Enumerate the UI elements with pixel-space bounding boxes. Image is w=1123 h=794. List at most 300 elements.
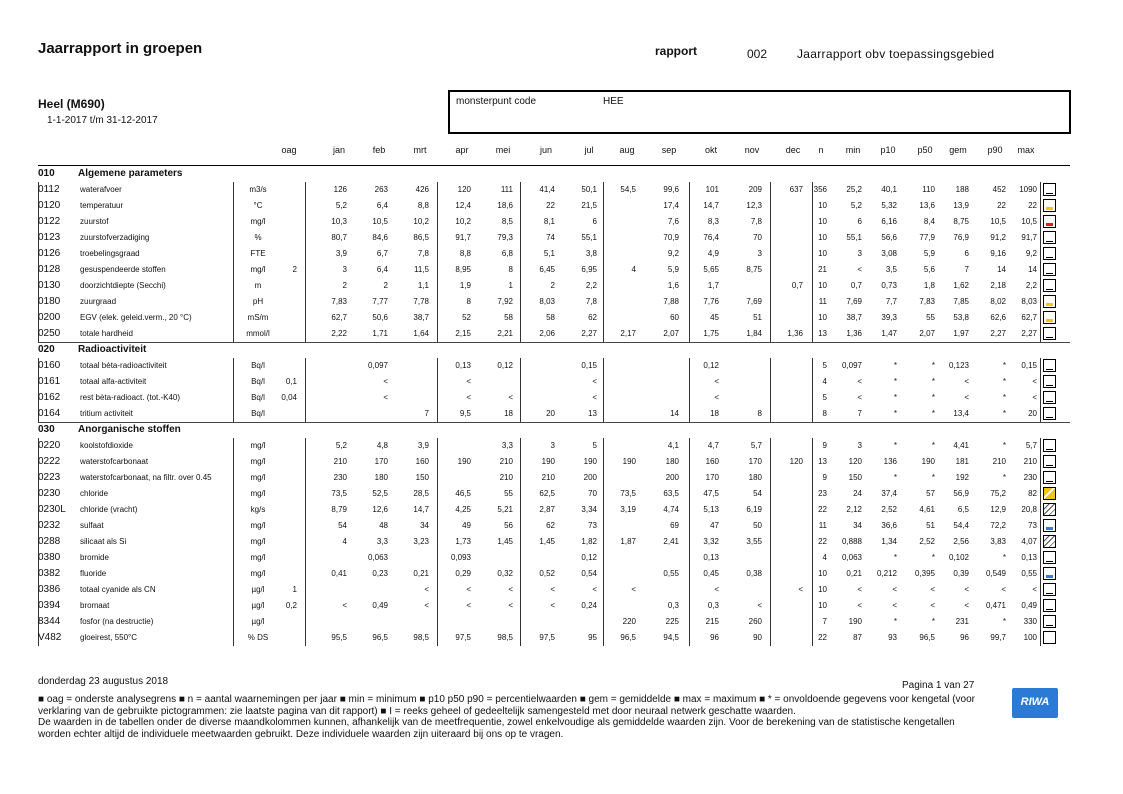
cell-n: 22	[818, 505, 827, 514]
cell-nov: 7,8	[750, 217, 762, 226]
cell-n: 11	[818, 297, 827, 306]
column-rule	[1040, 582, 1041, 598]
cell-jun: <	[550, 585, 555, 594]
column-rule	[1040, 630, 1041, 646]
cell-mei: 7,92	[497, 297, 513, 306]
cell-mei: 0,32	[497, 569, 513, 578]
group-row	[0, 342, 1123, 358]
column-rule	[233, 502, 234, 518]
parameter-name: sulfaat	[80, 521, 104, 530]
cell-jul: 200	[583, 473, 597, 482]
cell-max: 91,7	[1021, 233, 1037, 242]
column-rule	[770, 294, 771, 310]
parameter-name: bromide	[80, 553, 109, 562]
column-rule	[1040, 502, 1041, 518]
cell-max: 0,13	[1021, 553, 1037, 562]
trend-pictogram-icon	[1043, 615, 1056, 628]
parameter-name: totale hardheid	[80, 329, 133, 338]
group-row	[0, 166, 1123, 182]
parameter-code: 0230	[38, 488, 61, 499]
monsterpunt-box	[448, 90, 1071, 134]
group-divider	[38, 422, 1070, 423]
parameter-unit: Bq/l	[251, 409, 265, 418]
cell-jul: 5	[592, 441, 597, 450]
parameter-unit: µg/l	[251, 601, 265, 610]
cell-p50: 110	[922, 185, 935, 194]
parameter-unit: mg/l	[250, 489, 266, 498]
cell-max: 2,2	[1025, 281, 1037, 290]
parameter-name: troebelingsgraad	[80, 249, 140, 258]
cell-n: 10	[818, 249, 827, 258]
cell-jul: 70	[588, 489, 597, 498]
cell-feb: 6,7	[376, 249, 388, 258]
cell-feb: 0,063	[367, 553, 388, 562]
cell-nov: 54	[753, 489, 762, 498]
cell-jan: 3,9	[335, 249, 347, 258]
parameter-code: 0288	[38, 536, 61, 547]
column-rule	[233, 630, 234, 646]
cell-okt: 1,75	[703, 329, 719, 338]
column-rule	[305, 182, 306, 198]
group-code: 020	[38, 344, 55, 355]
column-rule	[1040, 486, 1041, 502]
cell-nov: 51	[753, 313, 762, 322]
parameter-name: waterstofcarbonaat, na filtr. over 0.45	[80, 473, 212, 482]
cell-p50: 55	[926, 313, 935, 322]
cell-jan: <	[342, 601, 347, 610]
cell-p50: 5,6	[923, 265, 935, 274]
column-rule	[233, 438, 234, 454]
trend-pictogram-icon	[1043, 471, 1056, 484]
cell-jul: 95	[588, 633, 597, 642]
parameter-code: 0164	[38, 408, 61, 419]
column-rule	[770, 358, 771, 374]
cell-p90: 22	[997, 201, 1006, 210]
column-rule	[305, 502, 306, 518]
pictogram-line	[1046, 609, 1053, 610]
cell-jun: 20	[546, 409, 555, 418]
cell-min: 24	[853, 489, 862, 498]
column-rule	[233, 262, 234, 278]
cell-mei: 1	[508, 281, 513, 290]
column-rule	[770, 486, 771, 502]
cell-okt: 0,3	[707, 601, 719, 610]
column-rule	[305, 598, 306, 614]
cell-n: 10	[818, 313, 827, 322]
cell-p90: 0,549	[985, 569, 1006, 578]
trend-pictogram-icon	[1043, 439, 1056, 452]
column-rule	[603, 374, 604, 390]
cell-jan: 3	[342, 265, 347, 274]
cell-p10: 7,7	[885, 297, 897, 306]
cell-dec: 637	[789, 185, 803, 194]
column-rule	[305, 358, 306, 374]
cell-gem: 231	[955, 617, 969, 626]
cell-jul: 2,27	[581, 329, 597, 338]
parameter-name: waterafvoer	[80, 185, 122, 194]
column-rule	[233, 326, 234, 342]
column-rule	[1040, 214, 1041, 230]
group-name: Radioactiviteit	[78, 344, 147, 355]
cell-p50: 7,83	[919, 297, 935, 306]
column-rule	[770, 598, 771, 614]
cell-okt: 3,32	[703, 537, 719, 546]
column-rule	[1040, 454, 1041, 470]
parameter-code: 0120	[38, 200, 61, 211]
parameter-code: 0380	[38, 552, 61, 563]
cell-aug: <	[631, 585, 636, 594]
column-rule	[233, 278, 234, 294]
footer-legend	[38, 694, 978, 740]
cell-p90: *	[1002, 617, 1006, 626]
cell-min: <	[857, 585, 862, 594]
column-rule	[233, 198, 234, 214]
cell-jan: 230	[333, 473, 347, 482]
cell-gem: 0,123	[948, 361, 969, 370]
trend-pictogram-icon	[1043, 535, 1056, 548]
cell-oag: 0,04	[281, 393, 297, 402]
cell-mei: 3,3	[501, 441, 513, 450]
parameter-name: gesuspendeerde stoffen	[80, 265, 166, 274]
trend-pictogram-icon	[1043, 631, 1056, 644]
pictogram-line	[1046, 385, 1053, 386]
column-rule	[233, 566, 234, 582]
cell-dec: 120	[789, 457, 803, 466]
pictogram-line	[1046, 593, 1053, 594]
cell-n: 11	[818, 521, 827, 530]
cell-aug: 1,87	[620, 537, 636, 546]
cell-mrt: 160	[415, 457, 429, 466]
cell-gem: 8,75	[953, 217, 969, 226]
column-rule	[1040, 326, 1041, 342]
cell-jan: 10,3	[331, 217, 347, 226]
cell-gem: 192	[955, 473, 969, 482]
cell-p50: 4,61	[919, 505, 935, 514]
parameter-code: 8344	[38, 616, 61, 627]
cell-jul: 0,54	[581, 569, 597, 578]
pictogram-color-bar	[1046, 319, 1053, 322]
cell-n: 356	[813, 185, 827, 194]
parameter-name: totaal cyanide als CN	[80, 585, 156, 594]
cell-nov: 1,84	[746, 329, 762, 338]
cell-p90: 99,7	[990, 633, 1006, 642]
group-code: 030	[38, 424, 55, 435]
cell-mrt: 3,9	[417, 441, 429, 450]
column-rule	[305, 198, 306, 214]
parameter-code: 0223	[38, 472, 61, 483]
parameter-code: 0230L	[38, 504, 66, 515]
cell-apr: 8,95	[455, 265, 471, 274]
parameter-name: temperatuur	[80, 201, 124, 210]
cell-nov: 8	[757, 409, 762, 418]
cell-mei: 55	[504, 489, 513, 498]
cell-p50: *	[931, 361, 935, 370]
column-rule	[305, 550, 306, 566]
cell-min: 6	[857, 217, 862, 226]
cell-okt: 1,7	[707, 281, 719, 290]
cell-aug: 2,17	[620, 329, 636, 338]
cell-gem: 1,97	[953, 329, 969, 338]
cell-p10: <	[892, 585, 897, 594]
column-rule	[1040, 278, 1041, 294]
parameter-code: 0222	[38, 456, 61, 467]
cell-jan: 0,41	[331, 569, 347, 578]
cell-max: 20,8	[1021, 505, 1037, 514]
column-rule	[233, 390, 234, 406]
cell-p90: 210	[992, 457, 1006, 466]
cell-aug: 4	[631, 265, 636, 274]
trend-pictogram-icon	[1043, 279, 1056, 292]
group-row	[0, 422, 1123, 438]
column-rule	[770, 566, 771, 582]
cell-mrt: 0,21	[413, 569, 429, 578]
parameter-unit: mg/l	[250, 217, 266, 226]
parameter-name: EGV (elek. geleid.verm., 20 °C)	[80, 313, 192, 322]
parameter-unit: %	[254, 233, 262, 242]
cell-mei: <	[508, 585, 513, 594]
column-header-p10: p10	[880, 145, 896, 155]
cell-n: 10	[818, 601, 827, 610]
cell-gem: 56,9	[953, 489, 969, 498]
cell-min: <	[857, 393, 862, 402]
cell-max: 1090	[1019, 185, 1037, 194]
cell-gem: <	[964, 377, 969, 386]
column-header-gem: gem	[949, 145, 967, 155]
cell-okt: 101	[705, 185, 719, 194]
column-rule	[305, 614, 306, 630]
cell-sep: 70,9	[663, 233, 679, 242]
column-rule	[233, 518, 234, 534]
column-rule	[437, 438, 438, 454]
cell-okt: 215	[705, 617, 719, 626]
pictogram-line	[1046, 561, 1053, 562]
parameter-code: 0394	[38, 600, 61, 611]
cell-p90: <	[1001, 585, 1006, 594]
table-row	[0, 294, 1123, 310]
cell-mei: 1,45	[497, 537, 513, 546]
cell-apr: 1,9	[459, 281, 471, 290]
cell-max: 100	[1023, 633, 1037, 642]
column-rule	[305, 214, 306, 230]
cell-p90: *	[1002, 441, 1006, 450]
cell-jan: 5,2	[335, 441, 347, 450]
parameter-code: 0130	[38, 280, 61, 291]
parameter-unit: pH	[252, 297, 264, 306]
pictogram-line	[1046, 401, 1053, 402]
parameter-unit: m3/s	[249, 185, 267, 194]
cell-aug: 220	[622, 617, 636, 626]
column-header-n: n	[818, 145, 824, 155]
cell-okt: 96	[710, 633, 719, 642]
cell-nov: 3	[757, 249, 762, 258]
cell-apr: 190	[457, 457, 471, 466]
table-row	[0, 502, 1123, 518]
cell-okt: 0,45	[703, 569, 719, 578]
period-range: 1-1-2017 t/m 31-12-2017	[47, 115, 158, 126]
cell-feb: 6,4	[376, 265, 388, 274]
pictogram-line	[1046, 481, 1053, 482]
cell-p10: 56,6	[881, 233, 897, 242]
cell-okt: <	[714, 377, 719, 386]
group-name: Algemene parameters	[78, 168, 183, 179]
cell-p50: <	[930, 585, 935, 594]
cell-gem: 54,4	[953, 521, 969, 530]
parameter-unit: Bq/l	[251, 393, 265, 402]
cell-p10: 6,16	[881, 217, 897, 226]
cell-jul: <	[592, 585, 597, 594]
column-rule	[233, 230, 234, 246]
cell-n: 9	[822, 441, 827, 450]
column-rule	[1040, 598, 1041, 614]
cell-p10: 0,73	[881, 281, 897, 290]
trend-pictogram-icon	[1043, 519, 1056, 532]
cell-nov: 50	[753, 521, 762, 530]
parameter-unit: °C	[253, 201, 263, 210]
page-indicator: Pagina 1 van 27	[902, 680, 975, 691]
cell-sep: 4,1	[667, 441, 679, 450]
pictogram-line	[1046, 273, 1053, 274]
cell-apr: <	[466, 601, 471, 610]
table-row	[0, 358, 1123, 374]
cell-mrt: 38,7	[413, 313, 429, 322]
column-rule	[233, 406, 234, 422]
cell-max: 22	[1028, 201, 1037, 210]
parameter-code: 0126	[38, 248, 61, 259]
cell-min: 120	[848, 457, 862, 466]
cell-jul: 55,1	[581, 233, 597, 242]
cell-mrt: 28,5	[413, 489, 429, 498]
cell-n: 4	[822, 553, 827, 562]
cell-p90: 2,18	[990, 281, 1006, 290]
cell-jun: <	[550, 601, 555, 610]
cell-okt: <	[714, 393, 719, 402]
table-row	[0, 326, 1123, 342]
cell-mei: 0,12	[497, 361, 513, 370]
cell-jul: 21,5	[581, 201, 597, 210]
cell-p10: *	[893, 441, 897, 450]
cell-apr: 52	[462, 313, 471, 322]
cell-gem: <	[964, 585, 969, 594]
cell-p90: 72,2	[990, 521, 1006, 530]
cell-nov: 180	[748, 473, 762, 482]
cell-jul: 190	[583, 457, 597, 466]
cell-n: 10	[818, 217, 827, 226]
cell-mrt: 1,64	[413, 329, 429, 338]
column-rule	[233, 486, 234, 502]
column-rule	[305, 470, 306, 486]
cell-nov: 7,69	[746, 297, 762, 306]
parameter-code: 0123	[38, 232, 61, 243]
cell-gem: 0,102	[948, 553, 969, 562]
cell-okt: 5,65	[703, 265, 719, 274]
cell-okt: 0,12	[703, 361, 719, 370]
cell-gem: 13,9	[953, 201, 969, 210]
cell-jun: 6,45	[539, 265, 555, 274]
trend-pictogram-icon	[1043, 551, 1056, 564]
column-rule	[770, 310, 771, 326]
cell-max: 0,15	[1021, 361, 1037, 370]
parameter-unit: mg/l	[250, 473, 266, 482]
cell-jan: 7,83	[331, 297, 347, 306]
column-rule	[305, 246, 306, 262]
table-row	[0, 454, 1123, 470]
pictogram-color-bar	[1046, 223, 1053, 226]
cell-aug: 54,5	[620, 185, 636, 194]
cell-p50: 2,07	[919, 329, 935, 338]
cell-p90: 8,02	[990, 297, 1006, 306]
cell-okt: 18	[710, 409, 719, 418]
trend-pictogram-icon	[1043, 407, 1056, 420]
cell-mei: 2,21	[497, 329, 513, 338]
parameter-code: V482	[38, 632, 62, 643]
cell-p50: 5,9	[923, 249, 935, 258]
cell-sep: 99,6	[663, 185, 679, 194]
cell-p90: *	[1002, 361, 1006, 370]
cell-p50: *	[931, 553, 935, 562]
cell-p90: *	[1002, 393, 1006, 402]
column-rule	[603, 390, 604, 406]
cell-aug: 73,5	[620, 489, 636, 498]
cell-p10: <	[892, 601, 897, 610]
cell-p10: *	[893, 393, 897, 402]
column-rule	[1040, 518, 1041, 534]
parameter-unit: mg/l	[250, 457, 266, 466]
cell-gem: <	[964, 393, 969, 402]
cell-gem: 13,4	[953, 409, 969, 418]
cell-sep: 0,3	[667, 601, 679, 610]
cell-jun: 62	[546, 521, 555, 530]
column-rule	[770, 502, 771, 518]
table-row	[0, 278, 1123, 294]
cell-max: 4,07	[1021, 537, 1037, 546]
cell-feb: 84,6	[372, 233, 388, 242]
cell-feb: 1,71	[372, 329, 388, 338]
trend-pictogram-icon	[1043, 455, 1056, 468]
parameter-code: 0250	[38, 328, 61, 339]
pictogram-color-bar	[1046, 575, 1053, 578]
cell-dec: 1,36	[787, 329, 803, 338]
parameter-code: 0161	[38, 376, 61, 387]
trend-pictogram-icon	[1043, 359, 1056, 372]
cell-oag: 0,1	[285, 377, 297, 386]
column-rule	[1040, 230, 1041, 246]
cell-apr: 0,29	[455, 569, 471, 578]
parameter-code: 0382	[38, 568, 61, 579]
column-rule	[233, 294, 234, 310]
cell-gem: 6	[964, 249, 969, 258]
cell-gem: 96	[960, 633, 969, 642]
column-rule	[520, 374, 521, 390]
trend-pictogram-icon	[1043, 183, 1056, 196]
cell-oag: 2	[292, 265, 297, 274]
cell-sep: 63,5	[663, 489, 679, 498]
column-rule	[770, 470, 771, 486]
cell-nov: 70	[753, 233, 762, 242]
trend-pictogram-icon	[1043, 567, 1056, 580]
cell-aug: 96,5	[620, 633, 636, 642]
cell-p10: 3,08	[881, 249, 897, 258]
cell-nov: 90	[753, 633, 762, 642]
column-rule	[1040, 614, 1041, 630]
cell-gem: 6,5	[957, 505, 969, 514]
cell-p90: 2,27	[990, 329, 1006, 338]
cell-p10: 136	[883, 457, 897, 466]
cell-max: <	[1032, 377, 1037, 386]
trend-pictogram-icon	[1043, 247, 1056, 260]
column-rule	[305, 534, 306, 550]
cell-jun: 8,03	[539, 297, 555, 306]
column-rule	[437, 614, 438, 630]
